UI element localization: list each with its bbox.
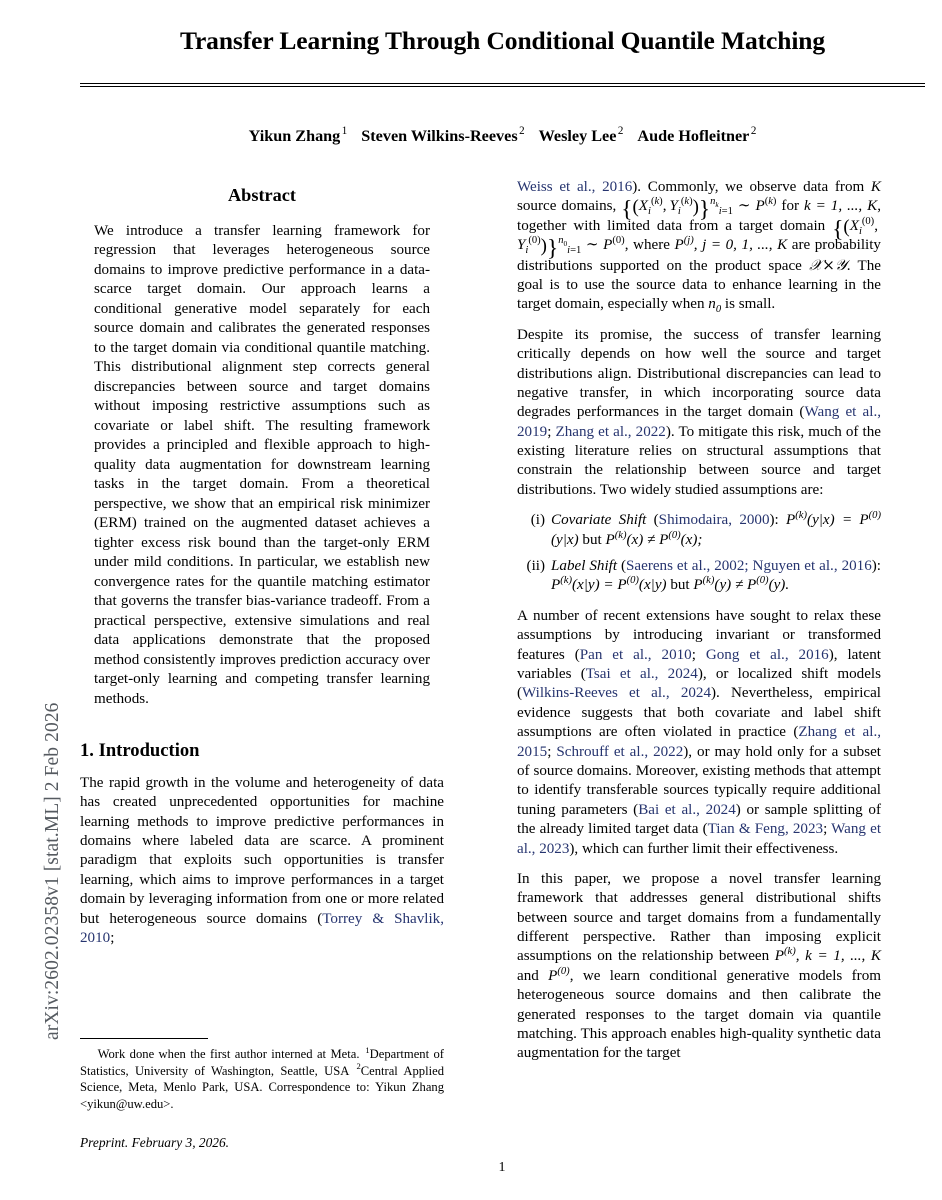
intro-text-e: , together with limited data from a target domain [517, 198, 881, 234]
paragraph-negative-transfer: Despite its promise, the success of transfer learning critically depends on how well the source and target distributions align. Distributional discrepancies can lead to negative transfer, in which incorporating source data degrades performances in the target domain (Wang et al., 2019; Zhang et al., 2022). To mitigate this risk, much of the existing literature relies on structural assumptions that constrain the relationship between source and target distributions. Two widely studied assumptions are: [517, 326, 881, 498]
section-heading-introduction [80, 739, 444, 763]
intro-paragraph-1 [80, 774, 444, 949]
para3-text-g: ), which can further limit their effectiveness. [569, 840, 839, 857]
math-product-space: 𝒳×𝒴 [809, 255, 847, 274]
list-item-label-shift: (ii) Label Shift (Saerens et al., 2002; Nguyen et al., 2016): $P^{(k)}(x|y) = P^{(0)}(x|y)$ but $P^{(k)}(y) \ne P^{(0)}(y)$. [517, 557, 881, 596]
intro-text-h: . The goal is to use the source data to enhance learning in the target domain, especially when [517, 257, 881, 313]
math-label-shift-expression: $P^{(k)}(x|y) = P^{(0)}(x|y)$ but $P^{(k)}(y) \ne P^{(0)}(y)$. [551, 575, 790, 594]
title-rule-thin [80, 86, 925, 87]
citation-wilkins-reeves-2024[interactable]: Wilkins-Reeves et al., 2024 [522, 685, 712, 702]
intro-text-b: ). Commonly, we observe data from [632, 179, 871, 195]
abstract-body: We introduce a transfer learning framework for regression that leverages heterogeneous source domains to improve predictive performance in a data-scarce target domain. Our approach learns a conditional generative model separately for each source domain and calibrates the generated responses to the target domain via conditional quantile matching. This distributional alignment step corrects general discrepancies between source and target domains without imposing restrictive assumptions such as covariate or label shift. The resulting framework provides a principled and flexible approach to high-quality data augmentation for downstream learning tasks in the target domain. From a theoretical perspective, we show that an empirical risk minimizer (ERM) trained on the augmented dataset achieves a tighter excess risk bound than the target-only ERM under mild conditions. In particular, we establish new convergence rates for the quantile matching estimator that governs the transfer bias-variance tradeoff. From a practical perspective, extensive simulations and real data applications demonstrate that the proposed method consistently improves prediction accuracy over target-only learning and competing transfer learning methods. [94, 222, 430, 707]
footnote-mark-2: 2 [356, 1061, 361, 1072]
paragraph-recent-extensions: A number of recent extensions have sought to relax these assumptions by introducing invariant or transformed features (Pan et al., 2010; Gong et al., 2016), latent variables (Tsai et al., 2024), or localized shift models (Wilkins-Reeves et al., 2024). Nevertheless, empirical evidence suggests that both covariate and label shift assumptions are often violated in practice (Zhang et al., 2015; Schrouff et al., 2022), or may hold only for a subset of source domains. Moreover, existing methods that attempt to identify transferable sources typically require additional tuning parameters (Bai et al., 2024) or sample splitting of the already limited target data (Tian & Feng, 2023; Wang et al., 2023), which can further limit their effectiveness. [517, 607, 882, 857]
author-name: Wesley Lee [538, 126, 617, 145]
para2-text-b: ). To mitigate this risk, much of the existing literature relies on structural assumptions that constrain the relationship between source and target distributions. Two widely studied assumptions are: [517, 423, 881, 498]
intro-text-a: The rapid growth in the volume and heterogeneity of data has created unprecedented opportunities for machine learning methods to improve predictive performances in domains where labeled data are scarce. A prominent paradigm that exploits such opportunities is transfer learning, which aims to improve performances in a target domain by leveraging information from one or more related but heterogeneous source domains ( [80, 774, 444, 927]
preprint-line: Preprint. February 3, 2026. [80, 1135, 230, 1151]
para2-text-a: Despite its promise, the success of transfer learning critically depends on how well the source and target distributions align. Distributional discrepancies can lead to negative transfer, in which incorporating source data degrades performances in the target domain ( [517, 326, 881, 421]
intro-text-d: for [776, 198, 804, 215]
arxiv-stamp [0, 0, 63, 1200]
abstract-heading: Abstract [227, 185, 297, 205]
list-marker: (ii) [526, 558, 545, 575]
section-number: 1. [80, 740, 94, 761]
para3-text-a: A number of recent extensions have sought to relax these assumptions by introducing invariant or transformed features ( [517, 607, 881, 663]
intro-paragraph-1-continued [517, 178, 881, 315]
author-name: Yikun Zhang [248, 126, 341, 145]
citation-separator: ; [110, 930, 115, 947]
citation-saerens-nguyen[interactable]: Saerens et al., 2002; Nguyen et al., 2016 [626, 558, 872, 575]
citation-shimodaira-2000[interactable]: Shimodaira, 2000 [658, 512, 770, 529]
title-rules [80, 83, 925, 87]
math-source-sample: {($X_i^{(k)}$, $Y_i^{(k)})\}^{n_k}_{i=1}$ ∼ $P^{(k)}$ [621, 196, 777, 223]
citation-wang-2023[interactable]: Wang et al., 2023 [517, 821, 882, 857]
two-column-body [80, 178, 942, 1188]
para4-text-c: , we learn conditional generative models from heterogeneous source domains and then calibrate the generated responses to the target domain via quantile matching. This approach enables high-quality synthetic data augmentation for the target [517, 967, 881, 1062]
left-column [80, 178, 444, 959]
section-title: Introduction [98, 740, 200, 761]
citation-gong-2016[interactable]: Gong et al., 2016 [705, 646, 829, 663]
author-entry [361, 127, 524, 145]
author-name: Steven Wilkins-Reeves [361, 126, 518, 145]
citation-schrouff-2022[interactable]: Schrouff et al., 2022 [556, 743, 684, 760]
footnote-block [80, 1038, 444, 1152]
title-block [80, 0, 925, 146]
math-target-sample: {($X_i^{(0)}$, $Y_i^{(0)})\}^{n_0}_{i=1}$ ∼ $P^{(0)}$ [517, 215, 881, 262]
author-entry [249, 127, 348, 145]
citation-torrey-shavlik-2010[interactable]: Torrey & Shavlik, 2010 [80, 910, 445, 947]
author-list [80, 127, 925, 146]
citation-weiss-2016[interactable]: Weiss et al., 2016 [517, 179, 633, 195]
citation-zhang-2015[interactable]: Zhang et al., 2015 [517, 724, 881, 760]
citation-bai-2024[interactable]: Bai et al., 2024 [638, 801, 736, 818]
intro-text-f: , where [624, 237, 675, 254]
paper-page [62, 0, 942, 1200]
intro-text-c: source domains, [517, 198, 622, 215]
assumption-name: Covariate Shift [551, 512, 647, 529]
intro-text-g: are probability distributions supported on the product space [517, 237, 881, 274]
para3-text-b: ), latent variables ( [517, 646, 881, 682]
author-name: Aude Hofleitner [637, 126, 750, 145]
page-title: Transfer Learning Through Conditional Quantile Matching [179, 26, 826, 55]
citation-tsai-2024[interactable]: Tsai et al., 2024 [585, 665, 698, 682]
para3-text-e: ), or may hold only for a subset of source domains. Moreover, existing methods that attempt to identify transferable sources typically require additional tuning parameters ( [517, 743, 881, 818]
math-P-j: $P^{(j)}$, j = 0, 1, ..., K [674, 235, 788, 254]
footnote-text-b: Department of Statistics, University of Washington, Seattle, USA [80, 1047, 444, 1078]
assumption-name: Label Shift [551, 558, 618, 575]
paragraph-this-paper [517, 870, 881, 1064]
citation-wang-2019[interactable]: Wang et al., 2019 [517, 404, 881, 440]
footnote-text [80, 1046, 444, 1112]
footnote-text-a: Work done when the first author interned at Meta. [97, 1047, 364, 1061]
list-marker: (i) [530, 512, 545, 529]
footnote-mark-1: 1 [365, 1044, 370, 1055]
citation-zhang-2022[interactable]: Zhang et al., 2022 [555, 423, 666, 440]
author-affiliation-mark: 2 [519, 125, 525, 138]
math-P0: $P^{(0)}$ [548, 965, 570, 984]
para3-text-c: ), or localized shift models ( [517, 665, 881, 702]
math-covariate-shift-expression: $P^{(k)}(y|x) = P^{(0)}(y|x)$ but $P^{(k)}(x) \ne P^{(0)}(x)$; [551, 510, 881, 548]
page-number: 1 [498, 1160, 506, 1175]
author-affiliation-mark: 2 [617, 125, 624, 138]
math-k-index: k = 1, ..., K [803, 198, 878, 215]
para4-text-a: In this paper, we propose a novel transfer learning framework that addresses general distributional shifts between source and target domains from a fundamentally different perspective. Rather than imposing explicit assumptions on the relationship between [517, 870, 881, 965]
author-affiliation-mark: 1 [341, 125, 348, 138]
para3-text-f: ) or sample splitting of the already limited target data ( [517, 801, 881, 838]
author-affiliation-mark: 2 [750, 125, 757, 138]
list-item-covariate-shift: (i) Covariate Shift (Shimodaira, 2000): $P^{(k)}(y|x) = P^{(0)}(y|x)$ but $P^{(k)}(x) \ne P^{(0)}(x)$; [517, 511, 881, 550]
math-K: K [870, 179, 881, 195]
intro-text-i: is small. [721, 296, 776, 313]
citation-pan-2010[interactable]: Pan et al., 2010 [579, 646, 692, 663]
right-column [517, 178, 881, 1075]
footnote-rule [80, 1038, 208, 1039]
author-entry [539, 127, 624, 145]
para3-text-d: ). Nevertheless, empirical evidence suggests that both covariate and label shift assumptions are often violated in practice ( [517, 685, 881, 741]
footnote-text-c: Central Applied Science, Meta, Menlo Park, USA. Correspondence to: Yikun Zhang <yikun@uw.edu>. [80, 1063, 444, 1111]
math-n0: $n_0$ [708, 296, 722, 316]
assumptions-list [517, 511, 881, 596]
math-Pk-range: $P^{(k)}$, k = 1, ..., K [774, 946, 881, 965]
para4-text-b: and [517, 967, 549, 984]
citation-tian-feng-2023[interactable]: Tian & Feng, 2023 [707, 821, 824, 838]
author-entry [637, 127, 756, 145]
arxiv-stamp-text: arXiv:2602.02358v1 [stat.ML] 2 Feb 2026 [42, 702, 63, 1040]
